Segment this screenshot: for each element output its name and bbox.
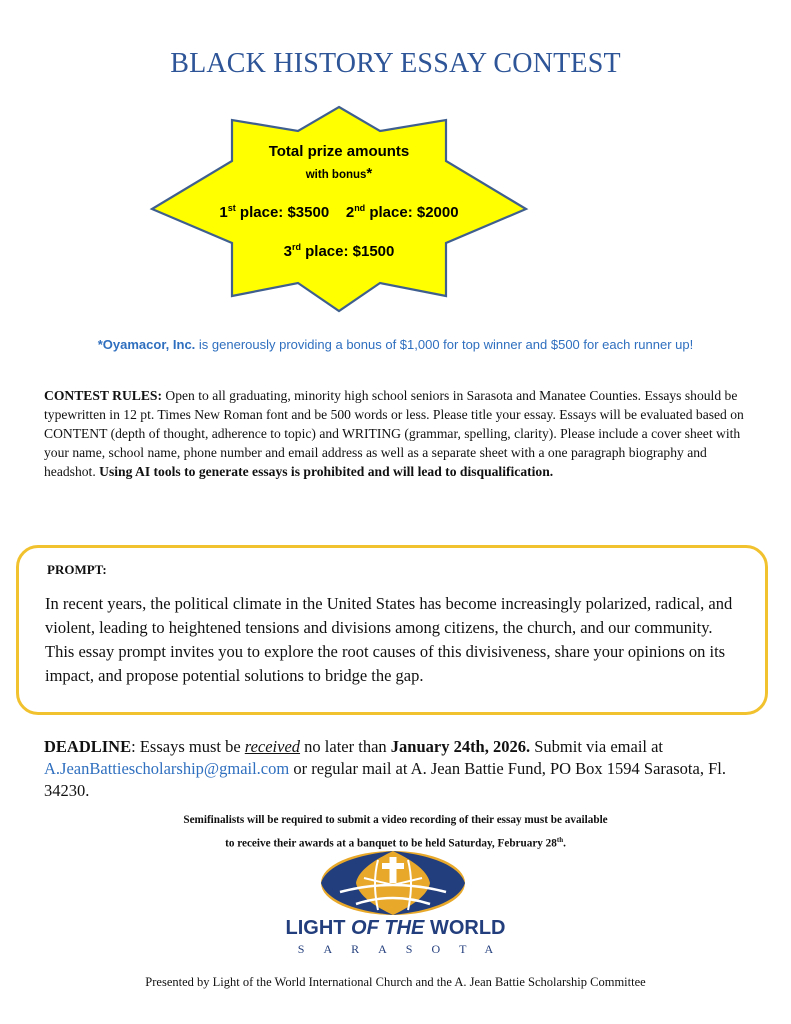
logo-title: LIGHT OF THE WORLD [285, 917, 506, 939]
prompt-box [16, 545, 768, 715]
deadline-label: DEADLINE [44, 737, 132, 756]
semifinalists-note: Semifinalists will be required to submit a video recording of their essay must be available to receive their awards at a banquet to be held Saturday, February 28th. [183, 814, 608, 850]
prize-subheading: with bonus* [305, 165, 373, 182]
page-title: BLACK HISTORY ESSAY CONTEST [170, 48, 621, 79]
church-logo-icon [318, 848, 468, 918]
deadline-section: DEADLINE: Essays must be received no later than January 24th, 2026. Submit via email at A.JeanBattiescholarship@gmail.com or regular mail at A. Jean Battie Fund, PO Box 1594 Sarasota, Fl. 34230. [44, 737, 726, 800]
rules-warning: Using AI tools to generate essays is prohibited and will lead to disqualification. [99, 464, 554, 479]
rules-label: CONTEST RULES: [44, 388, 162, 403]
prompt-label: PROMPT: [47, 562, 107, 577]
prize-third: 3rd place: $1500 [283, 242, 395, 260]
prize-heading: Total prize amounts [268, 143, 410, 160]
footer: Presented by Light of the World International Church and the A. Jean Battie Scholarship Committee [145, 975, 646, 989]
email-link[interactable]: A.JeanBattiescholarship@gmail.com [44, 759, 290, 778]
contest-rules: CONTEST RULES: Open to all graduating, minority high school seniors in Sarasota and Manatee Counties. Essays should be typewritten in 12 pt. Times New Roman font and be 500 words or less. Please title your essay. Essays will be evaluated based on CONTENT (depth of thought, adherence to topic) and WRITING (grammar, spelling, clarity). Please include a cover sheet with your name, school name, phone number and email address as well as a separate sheet with a one paragraph biography and headshot. Using AI tools to generate essays is prohibited and will lead to disqualification. [44, 388, 744, 479]
prize-star [144, 103, 534, 315]
logo-location: SARASOTA [297, 942, 513, 956]
bonus-note: *Oyamacor, Inc. is generously providing a bonus of $1,000 for top winner and $500 for each runner up! [97, 337, 694, 352]
prompt-text: In recent years, the political climate in the United States has become increasingly polarized, radical, and violent, leading to heightened tensions and divisions among citizens, the church, and our community. This essay prompt invites you to explore the root causes of this divisiveness, share your opinions on its impact, and propose potential solutions to bridge the gap. [45, 594, 733, 685]
prize-first-second: 1st place: $3500 2nd place: $2000 [219, 203, 459, 221]
